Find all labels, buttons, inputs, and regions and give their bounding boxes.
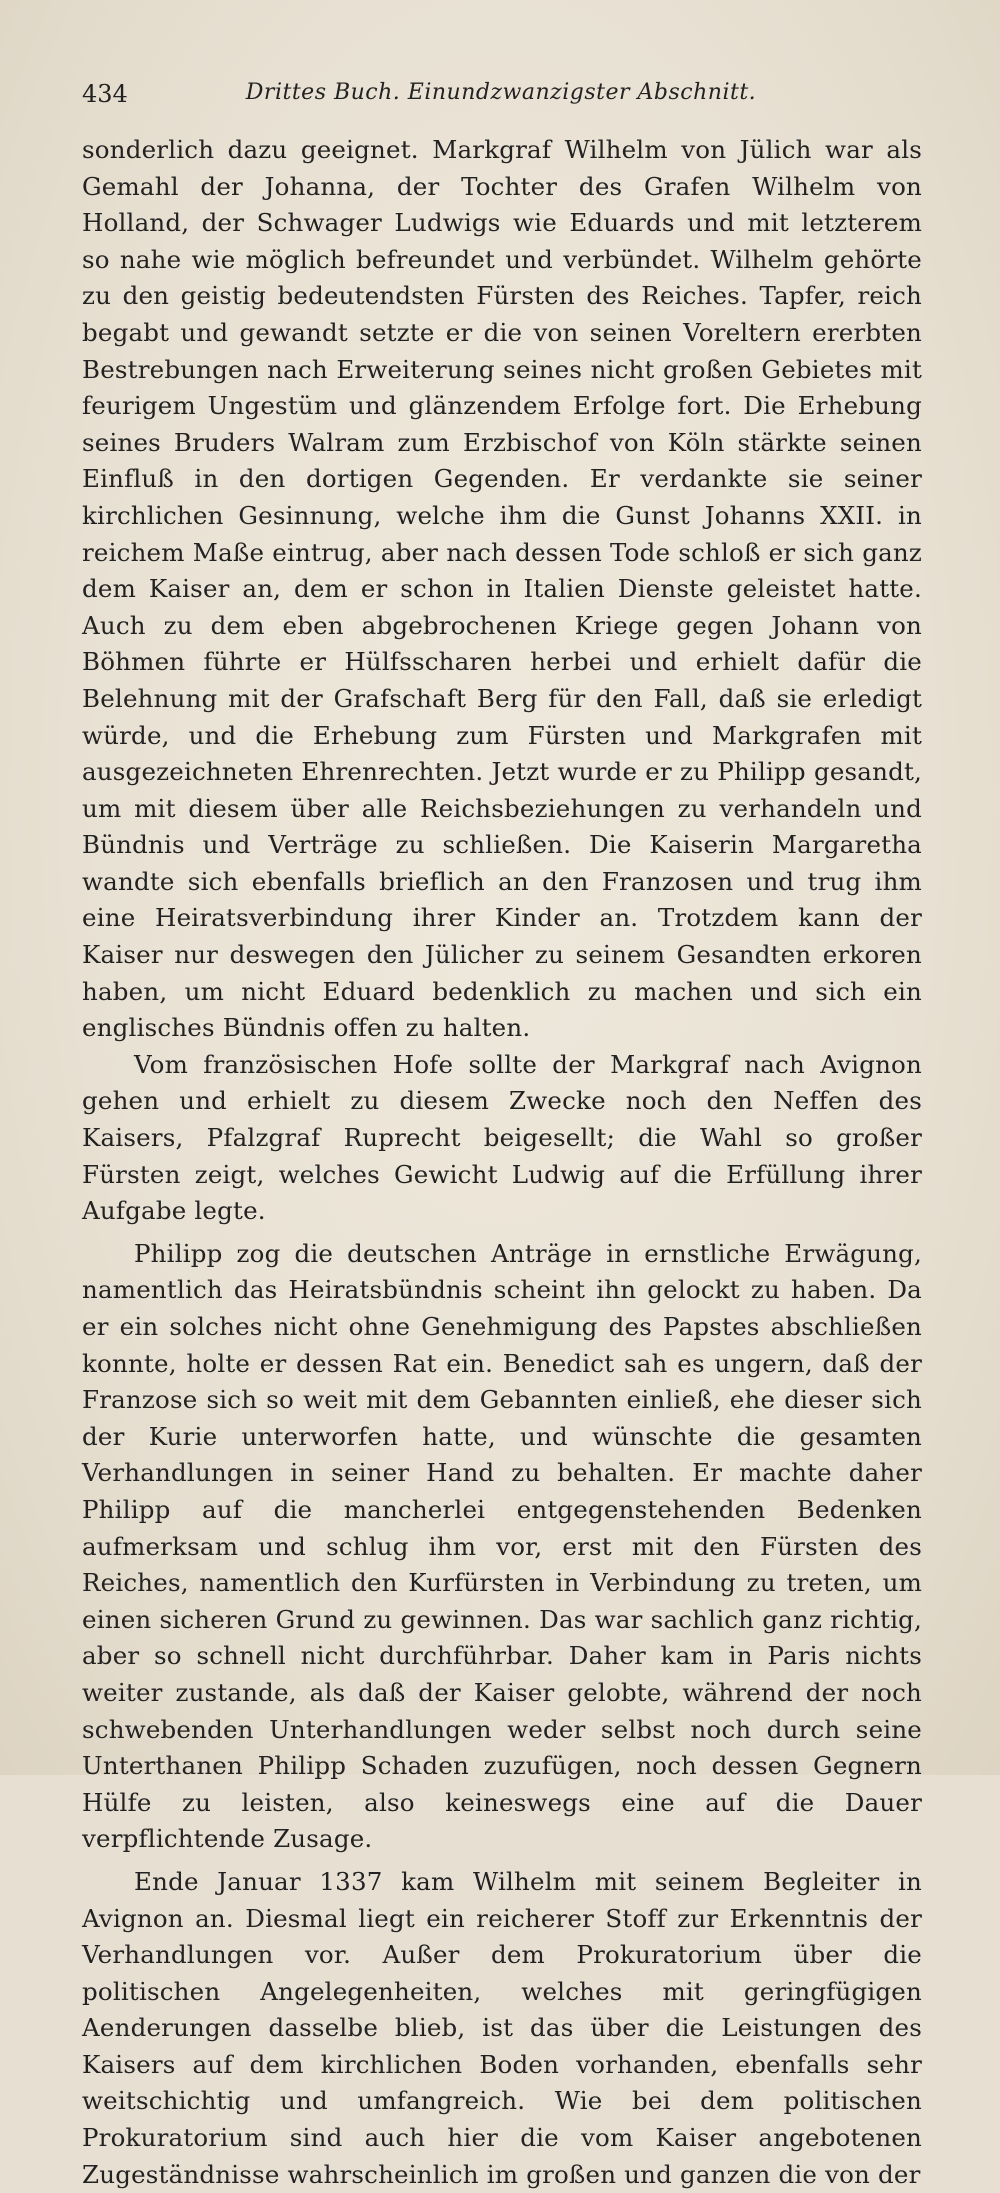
body-text [82,132,922,2193]
page-header [82,80,920,120]
paragraph-4: Ende Januar 1337 kam Wilhelm mit seinem Begleiter in Avignon an. Diesmal liegt ein reicherer Stoff zur Erkenntnis der Verhandlungen vor. Außer dem Prokuratorium über die politischen Angelegenheiten, welches mit geringfügigen Aenderungen dasselbe blieb, ist das über die Leistungen des Kaisers auf dem kirchlichen Boden vorhanden, ebenfalls sehr weitschichtig und umfangreich. Wie bei dem politischen Prokuratorium sind auch hier die vom Kaiser angebotenen Zugeständnisse wahrscheinlich im großen und ganzen die von der [82,1866,922,2189]
paragraph-3: Philipp zog die deutschen Anträge in ernstliche Erwägung, namentlich das Heiratsbündnis scheint ihn gelockt zu haben. Da er ein solches nicht ohne Genehmigung des Papstes abschließen konnte, holte er dessen Rat ein. Benedict sah es ungern, daß der Franzose sich so weit mit dem Gebannten einließ, ehe dieser sich der Kurie unterworfen hatte, und wünschte die gesamten Verhandlungen in seiner Hand zu behalten. Er machte daher Philipp auf die mancherlei entgegenstehenden Bedenken aufmerksam und schlug ihm vor, erst mit den Fürsten des Reiches, namentlich den Kurfürsten in Verbindung zu treten, um einen sicheren Grund zu gewinnen. Das war sachlich ganz richtig, aber so schnell nicht durchführbar. Daher kam in Paris nichts weiter zustande, als daß der Kaiser gelobte, während der noch schwebenden Unterhandlungen weder selbst noch durch seine Unterthanen Philipp Schaden zuzufügen, noch dessen Gegnern Hülfe zu leisten, also keineswegs eine auf die Dauer verpflichtende Zusage. [82,1238,922,1854]
paragraph-1: sonderlich dazu geeignet. Markgraf Wilhelm von Jülich war als Gemahl der Johanna, der Tochter des Grafen Wilhelm von Holland, der Schwager Ludwigs wie Eduards und mit letzterem so nahe wie möglich befreundet und verbündet. Wilhelm gehörte zu den geistig bedeutendsten Fürsten des Reiches. Tapfer, reich begabt und gewandt setzte er die von seinen Voreltern ererbten Bestrebungen nach Erweiterung seines nicht großen Gebietes mit feurigem Ungestüm und glänzendem Erfolge fort. Die Erhebung seines Bruders Walram zum Erzbischof von Köln stärkte seinen Einfluß in den dortigen Gegenden. Er verdankte sie seiner kirchlichen Gesinnung, welche ihm die Gunst Johanns XXII. in reichem Maße eintrug, aber nach dessen Tode schloß er sich ganz dem Kaiser an, dem er schon in Italien Dienste geleistet hatte. Auch zu dem eben abgebrochenen Kriege gegen Johann von Böhmen führte er Hülfsscharen herbei und erhielt dafür die Belehnung mit der Grafschaft Berg für den Fall, daß sie erledigt würde, und die Erhebung zum Fürsten und Markgrafen mit ausgezeichneten Ehrenrechten. Jetzt wurde er zu Philipp gesandt, um mit diesem über alle Reichsbeziehungen zu verhandeln und Bündnis und Verträge zu schließen. Die Kaiserin Margaretha wandte sich ebenfalls brieflich an den Franzosen und trug ihm eine Heiratsverbindung ihrer Kinder an. Trotzdem kann der Kaiser nur deswegen den Jülicher zu seinem Gesandten erkoren haben, um nicht Eduard bedenklich zu machen und sich ein englisches Bündnis offen zu halten. [82,135,922,1043]
running-head: Drittes Buch. Einundzwanzigster Abschnitt. [245,80,757,105]
paragraph-2: Vom französischen Hofe sollte der Markgraf nach Avignon gehen und erhielt zu diesem Zwecke noch den Neffen des Kaisers, Pfalzgraf Ruprecht beigesellt; die Wahl so großer Fürsten zeigt, welches Gewicht Ludwig auf die Erfüllung ihrer Aufgabe legte. [82,1049,922,1226]
page-number: 434 [82,80,128,108]
